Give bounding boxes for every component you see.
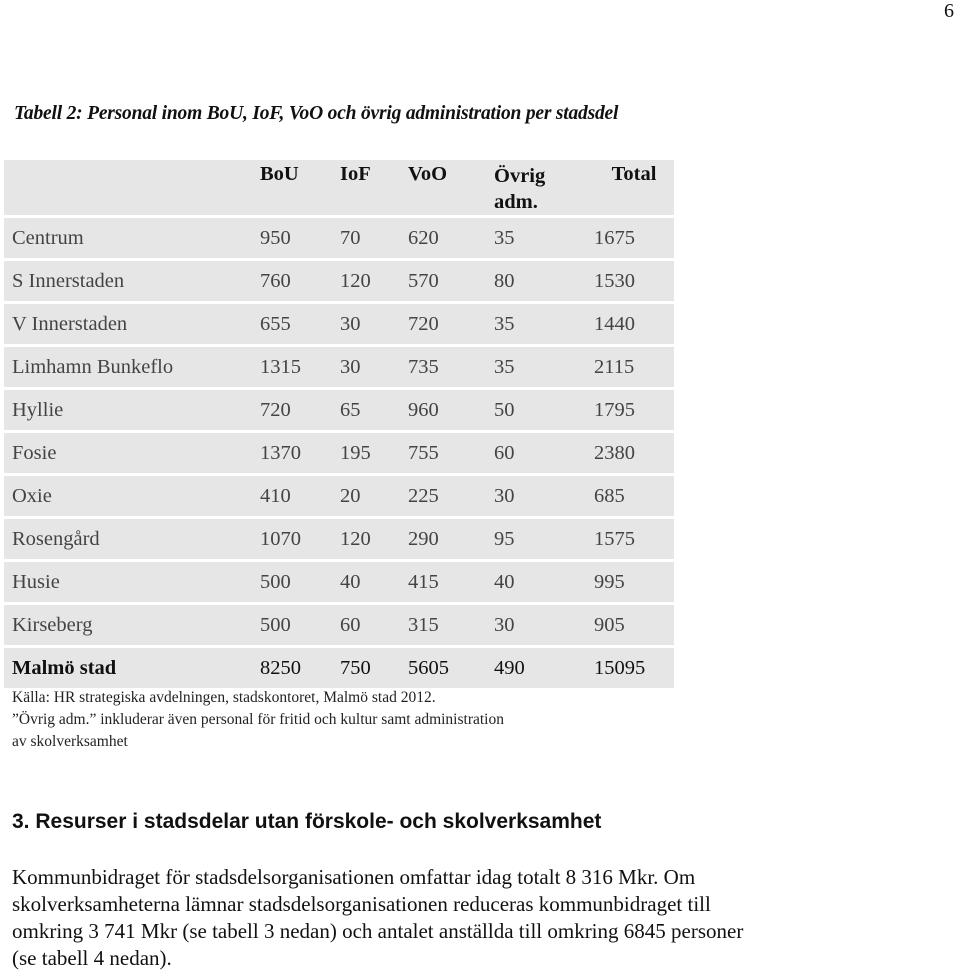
value-cell: 30 [486, 605, 586, 645]
table-row [4, 304, 674, 344]
value-cell: 195 [332, 433, 400, 473]
value-cell: 30 [332, 304, 400, 344]
value-cell: 500 [252, 605, 332, 645]
value-cell: 1530 [586, 261, 674, 301]
value-cell: 760 [252, 261, 332, 301]
value-cell: 70 [332, 218, 400, 258]
value-cell: 60 [486, 433, 586, 473]
value-cell: 720 [252, 390, 332, 430]
source-line: Källa: HR strategiska avdelningen, stadskontoret, Malmö stad 2012. [12, 689, 436, 706]
value-cell: 65 [332, 390, 400, 430]
total-row [4, 648, 674, 688]
table-row [4, 605, 674, 645]
value-cell: 1575 [586, 519, 674, 559]
value-cell: 290 [400, 519, 486, 559]
value-cell: 30 [332, 347, 400, 387]
body-line: Kommunbidraget för stadsdelsorganisationen omfattar idag totalt 8 316 Mkr. Om [12, 865, 696, 889]
page-number: 6 [944, 0, 954, 22]
value-cell: 620 [400, 218, 486, 258]
row-label-cell: Malmö stad [4, 648, 252, 688]
value-cell: 2380 [586, 433, 674, 473]
row-label-cell: V Innerstaden [4, 304, 252, 344]
value-cell: 225 [400, 476, 486, 516]
table-caption: Tabell 2: Personal inom BoU, IoF, VoO och övrig administration per stadsdel [14, 103, 619, 124]
value-cell: 5605 [400, 648, 486, 688]
value-cell: 2115 [586, 347, 674, 387]
value-cell: 490 [486, 648, 586, 688]
value-cell: 1070 [252, 519, 332, 559]
value-cell: 1675 [586, 218, 674, 258]
table-row [4, 390, 674, 430]
value-cell: 8250 [252, 648, 332, 688]
body-line: omkring 3 741 Mkr (se tabell 3 nedan) och antalet anställda till omkring 6845 personer [12, 919, 744, 943]
value-cell: 410 [252, 476, 332, 516]
header-cell-bou: BoU [252, 160, 332, 215]
value-cell: 35 [486, 218, 586, 258]
value-cell: 960 [400, 390, 486, 430]
value-cell: 415 [400, 562, 486, 602]
value-cell: 1370 [252, 433, 332, 473]
value-cell: 35 [486, 347, 586, 387]
body-paragraph [12, 864, 942, 972]
value-cell: 755 [400, 433, 486, 473]
header-cell-empty [4, 160, 252, 215]
row-label-cell: Rosengård [4, 519, 252, 559]
value-cell: 40 [486, 562, 586, 602]
row-label-cell: Kirseberg [4, 605, 252, 645]
section-heading: 3. Resurser i stadsdelar utan förskole- och skolverksamhet [12, 810, 602, 833]
table-row [4, 519, 674, 559]
source-line: av skolverksamhet [12, 733, 128, 750]
table-row [4, 347, 674, 387]
value-cell: 735 [400, 347, 486, 387]
table-row [4, 261, 674, 301]
value-cell: 655 [252, 304, 332, 344]
value-cell: 40 [332, 562, 400, 602]
body-line: skolverksamheterna lämnar stadsdelsorganisationen reduceras kommunbidraget till [12, 892, 711, 916]
value-cell: 80 [486, 261, 586, 301]
value-cell: 30 [486, 476, 586, 516]
value-cell: 685 [586, 476, 674, 516]
row-label-cell: Centrum [4, 218, 252, 258]
header-cell-ovrig-adm: Övrig adm. [486, 160, 586, 215]
value-cell: 60 [332, 605, 400, 645]
value-cell: 570 [400, 261, 486, 301]
body-line: (se tabell 4 nedan). [12, 946, 172, 970]
table-row [4, 476, 674, 516]
value-cell: 35 [486, 304, 586, 344]
header-cell-voo: VoO [400, 160, 486, 215]
table-row [4, 433, 674, 473]
value-cell: 50 [486, 390, 586, 430]
value-cell: 995 [586, 562, 674, 602]
value-cell: 720 [400, 304, 486, 344]
value-cell: 1440 [586, 304, 674, 344]
value-cell: 95 [486, 519, 586, 559]
row-label-cell: S Innerstaden [4, 261, 252, 301]
table-body [4, 218, 674, 688]
value-cell: 1315 [252, 347, 332, 387]
value-cell: 315 [400, 605, 486, 645]
row-label-cell: Fosie [4, 433, 252, 473]
row-label-cell: Limhamn Bunkeflo [4, 347, 252, 387]
header-cell-iof: IoF [332, 160, 400, 215]
value-cell: 1795 [586, 390, 674, 430]
value-cell: 120 [332, 519, 400, 559]
value-cell: 500 [252, 562, 332, 602]
header-cell-total: Total [586, 160, 674, 215]
value-cell: 750 [332, 648, 400, 688]
row-label-cell: Hyllie [4, 390, 252, 430]
row-label-cell: Oxie [4, 476, 252, 516]
table-header-row [4, 160, 674, 215]
table-row [4, 562, 674, 602]
value-cell: 950 [252, 218, 332, 258]
table-row [4, 218, 674, 258]
value-cell: 15095 [586, 648, 674, 688]
source-line: ”Övrig adm.” inkluderar även personal för fritid och kultur samt administration [12, 711, 504, 728]
row-label-cell: Husie [4, 562, 252, 602]
value-cell: 905 [586, 605, 674, 645]
value-cell: 120 [332, 261, 400, 301]
staff-table [4, 157, 674, 691]
value-cell: 20 [332, 476, 400, 516]
source-note [12, 687, 504, 753]
